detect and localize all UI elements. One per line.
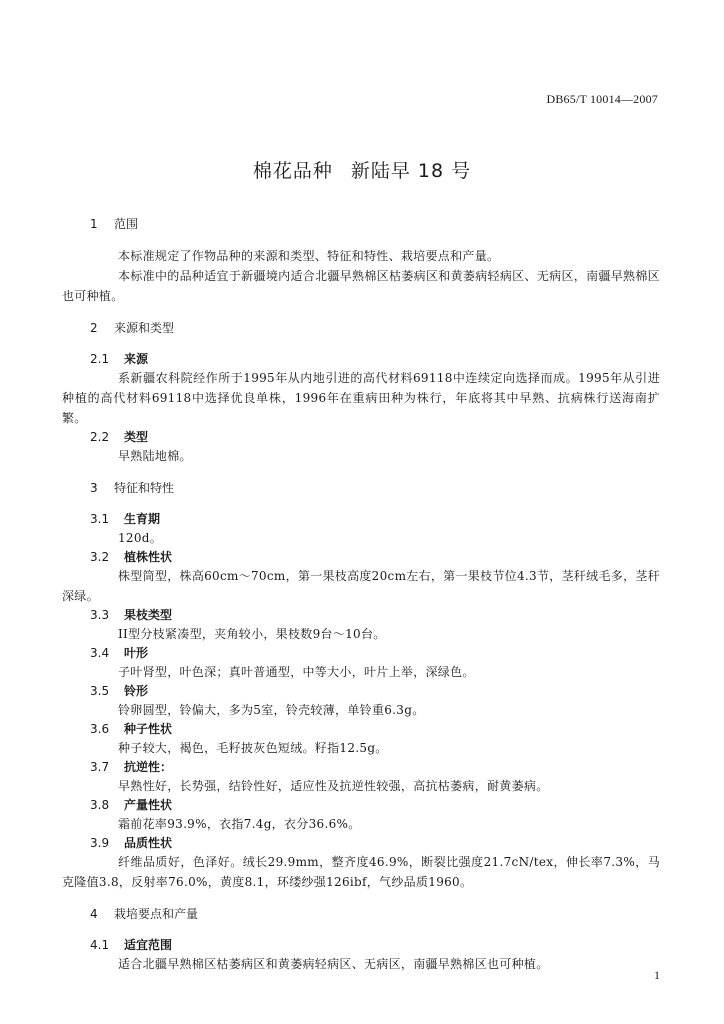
section-heading-2: 2 来源和类型 bbox=[90, 321, 175, 335]
paragraph: 早熟陆地棉。 bbox=[118, 449, 192, 463]
subsection-heading: 3.8 产量性状 bbox=[90, 798, 173, 812]
section-heading-3: 3 特征和特性 bbox=[90, 481, 175, 495]
paragraph: 子叶肾型，叶色深；真叶普通型，中等大小，叶片上举，深绿色。 bbox=[118, 665, 475, 679]
subsection-heading: 3.9 品质性状 bbox=[90, 836, 173, 850]
document-body bbox=[62, 216, 660, 974]
paragraph: 种子较大，褐色，毛籽披灰色短绒。籽指12.5g。 bbox=[118, 741, 388, 755]
paragraph: 纤维品质好，色泽好。绒长29.9mm，整齐度46.9%，断裂比强度21.7cN/tex，伸长率7.3%，马克隆值3.8，反射率76.0%，黄度8.1，环缕纱强126ibf，气纱品质1960。 bbox=[62, 855, 660, 889]
subsection-heading: 3.5 铃形 bbox=[90, 684, 149, 698]
title-category: 棉花品种 bbox=[252, 160, 333, 182]
paragraph: 株型筒型，株高60cm～70cm，第一果枝高度20cm左右，第一果枝节位4.3节，茎秆绒毛多，茎秆深绿。 bbox=[62, 569, 660, 603]
paragraph: II型分枝紧凑型，夹角较小，果枝数9台～10台。 bbox=[118, 627, 386, 641]
subsection-heading: 3.2 植株性状 bbox=[90, 550, 173, 564]
paragraph: 本标准规定了作物品种的来源和类型、特征和特性、栽培要点和产量。 bbox=[118, 249, 500, 263]
paragraph: 适合北疆早熟棉区枯萎病区和黄萎病轻病区、无病区，南疆早熟棉区也可种植。 bbox=[118, 957, 549, 971]
subsection-heading: 2.1 来源 bbox=[90, 352, 149, 366]
paragraph: 铃卵圆型，铃偏大，多为5室，铃壳较薄，单铃重6.3g。 bbox=[118, 703, 425, 717]
subsection-heading: 3.1 生育期 bbox=[90, 512, 161, 526]
paragraph: 霜前花率93.9%，衣指7.4g，衣分36.6%。 bbox=[118, 817, 361, 831]
subsection-heading: 3.3 果枝类型 bbox=[90, 608, 173, 622]
page-number: 1 bbox=[654, 968, 660, 982]
paragraph: 系新疆农科院经作所于1995年从内地引进的高代材料69118中连续定向选择而成。1995年从引进种植的高代材料69118中选择优良单株，1996年在重病田种为株行，年底将其中早熟、抗病株行送海南扩繁。 bbox=[62, 371, 660, 425]
title-variety: 新陆早 18 号 bbox=[350, 160, 472, 182]
subsection-heading: 4.1 适宜范围 bbox=[90, 938, 173, 952]
subsection-heading: 3.4 叶形 bbox=[90, 646, 149, 660]
paragraph: 120d。 bbox=[118, 531, 163, 545]
document-title bbox=[0, 156, 724, 183]
paragraph: 早熟性好，长势强，结铃性好，适应性及抗逆性较强，高抗枯萎病，耐黄萎病。 bbox=[118, 779, 549, 793]
paragraph: 本标准中的品种适宜于新疆境内适合北疆早熟棉区枯萎病区和黄萎病轻病区、无病区，南疆早熟棉区也可种植。 bbox=[62, 269, 660, 303]
subsection-heading: 3.7 抗逆性： bbox=[90, 760, 173, 774]
section-heading-1: 1 范围 bbox=[90, 217, 139, 231]
subsection-heading: 2.2 类型 bbox=[90, 430, 149, 444]
subsection-heading: 3.6 种子性状 bbox=[90, 722, 173, 736]
section-heading-4: 4 栽培要点和产量 bbox=[90, 907, 199, 921]
document-id: DB65/T 10014—2007 bbox=[546, 92, 658, 106]
